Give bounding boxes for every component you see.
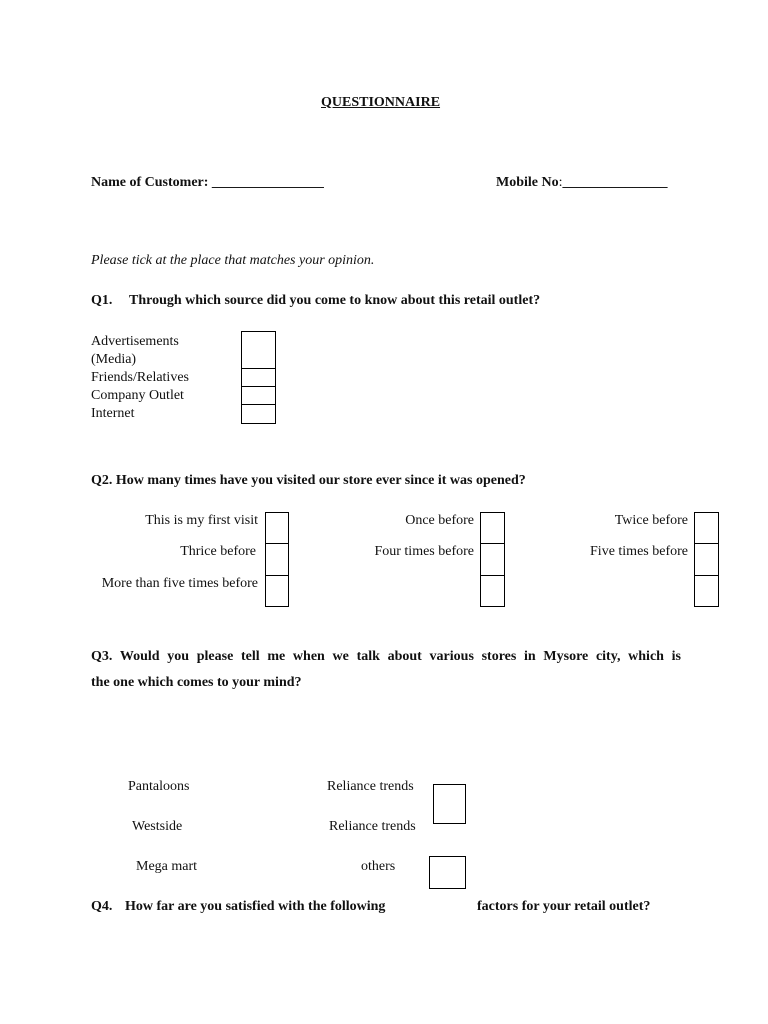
customer-name-field[interactable]: ________________ bbox=[211, 175, 324, 190]
q3-question-line1: Q3. Would you please tell me when we talk about various stores in Mysore city, which is bbox=[91, 649, 681, 664]
mobile-label bbox=[496, 175, 668, 191]
q1-option-media: (Media) bbox=[91, 352, 137, 367]
instruction-text: Please tick at the place that matches your opinion. bbox=[91, 253, 375, 268]
q1-option-friends: Friends/Relatives bbox=[91, 370, 189, 385]
q1-checkbox-advertisements[interactable] bbox=[241, 331, 276, 369]
q3-store-others: others bbox=[361, 859, 396, 874]
q3-store-pantaloons: Pantaloons bbox=[128, 779, 190, 794]
mobile-label-text: Mobile No bbox=[496, 175, 559, 190]
q2-option-five: Five times before bbox=[590, 544, 688, 559]
customer-name-label-text: Name of Customer: bbox=[91, 175, 209, 190]
q2-option-once: Once before bbox=[405, 513, 474, 528]
q2-question: Q2. How many times have you visited our store ever since it was opened? bbox=[91, 473, 526, 488]
q3-checkbox-others[interactable] bbox=[429, 856, 466, 889]
q3-checkbox-reliance[interactable] bbox=[433, 784, 466, 824]
q2-checkbox-four[interactable] bbox=[480, 543, 505, 576]
q3-question-line2: the one which comes to your mind? bbox=[91, 675, 302, 690]
q4-question-part1: How far are you satisfied with the following bbox=[125, 899, 386, 914]
q2-checkbox-thrice[interactable] bbox=[265, 543, 289, 576]
q1-number: Q1. bbox=[91, 293, 113, 308]
q2-option-four: Four times before bbox=[374, 544, 474, 559]
q1-option-company-outlet: Company Outlet bbox=[91, 388, 184, 403]
mobile-field[interactable]: _______________ bbox=[562, 175, 668, 190]
q4-number: Q4. bbox=[91, 899, 113, 914]
mobile-colon: : bbox=[558, 175, 563, 190]
customer-name-label bbox=[91, 175, 324, 191]
q1-option-advertisements: Advertisements bbox=[91, 334, 179, 349]
q2-checkbox-first-visit[interactable] bbox=[265, 512, 289, 544]
q2-checkbox-more-than-five[interactable] bbox=[265, 575, 289, 607]
q2-checkbox-twice[interactable] bbox=[694, 512, 719, 544]
q4-question-part2: factors for your retail outlet? bbox=[477, 899, 651, 914]
page-title: QUESTIONNAIRE bbox=[321, 95, 441, 110]
q2-option-first-visit: This is my first visit bbox=[145, 513, 258, 528]
q2-checkbox-five[interactable] bbox=[694, 543, 719, 576]
q3-store-reliance-2: Reliance trends bbox=[329, 819, 416, 834]
q3-store-westside: Westside bbox=[132, 819, 183, 834]
q2-option-twice: Twice before bbox=[614, 513, 688, 528]
q2-checkbox-blank-right[interactable] bbox=[694, 575, 719, 607]
q2-checkbox-blank-mid[interactable] bbox=[480, 575, 505, 607]
q1-options bbox=[91, 333, 189, 423]
q2-option-more-than-five: More than five times before bbox=[101, 576, 258, 591]
q3-store-reliance-1: Reliance trends bbox=[327, 779, 414, 794]
q1-checkbox-friends[interactable] bbox=[241, 368, 276, 387]
q3-store-megamart: Mega mart bbox=[136, 859, 198, 874]
q2-option-thrice: Thrice before bbox=[180, 544, 256, 559]
q1-question: Through which source did you come to know about this retail outlet? bbox=[129, 293, 541, 308]
q2-checkbox-once[interactable] bbox=[480, 512, 505, 544]
q1-checkbox-company-outlet[interactable] bbox=[241, 386, 276, 405]
q1-checkbox-internet[interactable] bbox=[241, 404, 276, 424]
q1-option-internet: Internet bbox=[91, 406, 135, 421]
